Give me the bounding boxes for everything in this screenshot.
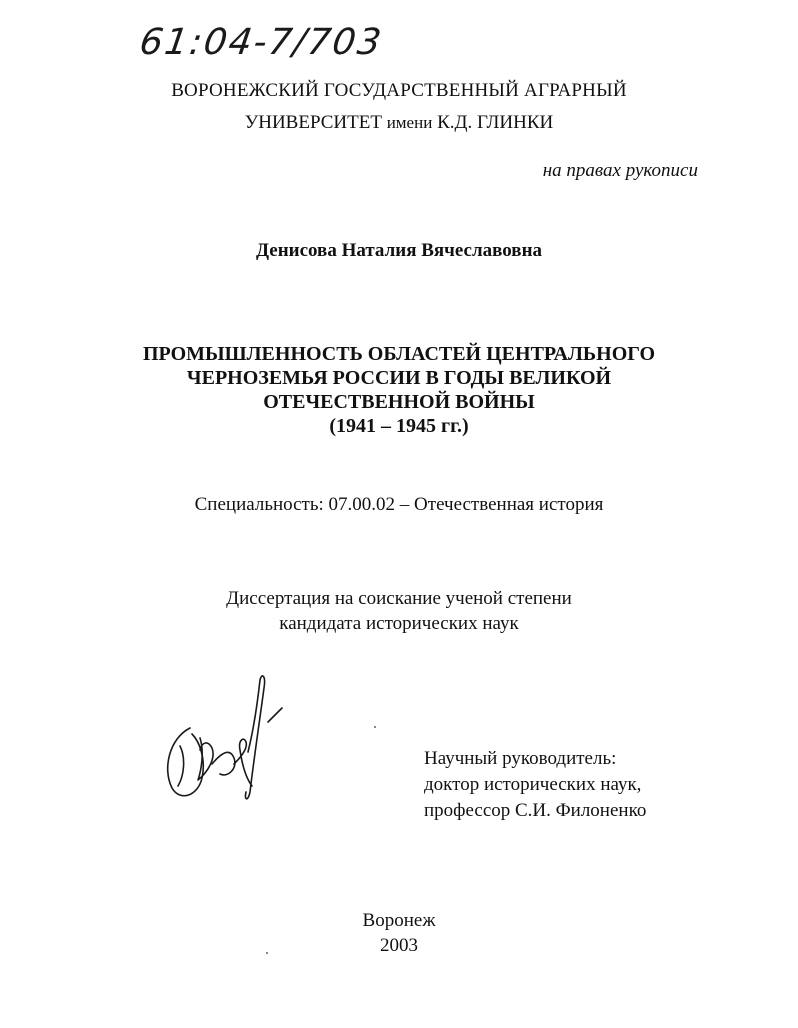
supervisor-name: профессор С.И. Филоненко: [424, 800, 647, 821]
year: 2003: [380, 935, 418, 956]
dissertation-title: [0, 342, 798, 438]
manuscript-rights-note: на правах рукописи: [542, 160, 698, 181]
university-name-line2: [0, 112, 798, 134]
publication-place-year: [0, 908, 798, 958]
title-line-2: ЧЕРНОЗЕМЬЯ РОССИИ В ГОДЫ ВЕЛИКОЙ: [186, 367, 612, 389]
scientific-supervisor: [424, 746, 646, 824]
university-word: УНИВЕРСИТЕТ: [244, 112, 382, 133]
title-line-1: ПРОМЫШЛЕННОСТЬ ОБЛАСТЕЙ ЦЕНТРАЛЬНОГО: [142, 343, 656, 365]
city-name: Воронеж: [362, 910, 436, 931]
title-line-3: ОТЕЧЕСТВЕННОЙ ВОЙНЫ: [263, 391, 535, 413]
title-years: (1941 – 1945 гг.): [329, 415, 469, 437]
supervisor-degree: доктор исторических наук,: [424, 774, 642, 795]
supervisor-label: Научный руководитель:: [424, 748, 617, 769]
dissertation-degree: [0, 586, 798, 636]
author-name: Денисова Наталия Вячеславовна: [255, 240, 543, 261]
degree-line-2: кандидата исторических наук: [279, 613, 519, 634]
university-name-line1: ВОРОНЕЖСКИЙ ГОСУДАРСТВЕННЫЙ АГРАРНЫЙ: [171, 80, 627, 101]
specialty-line: Специальность: 07.00.02 – Отечественная история: [194, 494, 604, 515]
handwritten-signature: [150, 668, 300, 808]
archive-code-handwritten: 61:04-7/703: [137, 22, 386, 63]
university-namesake: К.Д. ГЛИНКИ: [437, 112, 554, 133]
scan-speck: [266, 952, 268, 954]
scan-speck: [374, 726, 376, 728]
university-named-after: имени: [386, 113, 433, 132]
degree-line-1: Диссертация на соискание ученой степени: [226, 588, 572, 609]
